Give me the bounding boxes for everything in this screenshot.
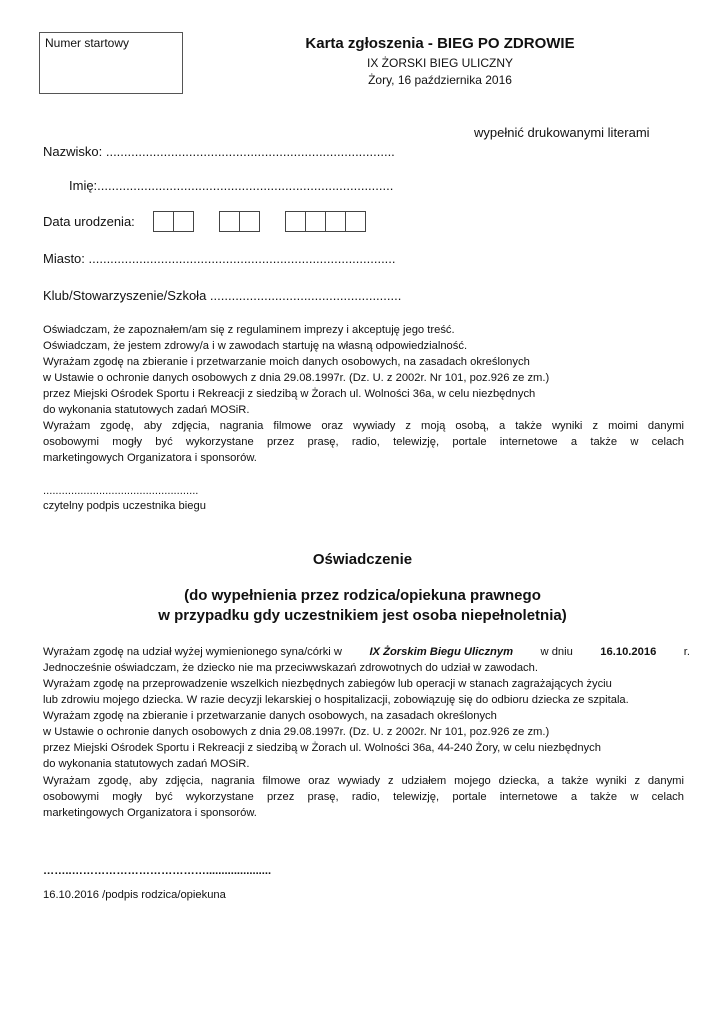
birth-day-boxes[interactable]	[153, 211, 193, 232]
print-instruction: wypełnić drukowanymi literami	[474, 125, 650, 140]
participant-signature-label: czytelny podpis uczestnika biegu	[43, 500, 206, 512]
city-field[interactable]: Miasto: .....................................................................................	[43, 251, 396, 266]
statement-subtitle: w przypadku gdy uczestnikiem jest osoba niepełnoletnia)	[158, 607, 567, 624]
consent-post: r.	[683, 646, 690, 658]
start-number-box[interactable]	[39, 32, 183, 94]
club-field[interactable]: Klub/Stowarzyszenie/Szkoła .....................................................	[43, 288, 402, 303]
date-digit-box[interactable]	[239, 211, 260, 232]
date-digit-box[interactable]	[285, 211, 306, 232]
declaration-line: przez Miejski Ośrodek Sportu i Rekreacji z siedzibą w Żorach ul. Wolności 36a, w celu niezbędnych	[43, 388, 536, 400]
date-digit-box[interactable]	[345, 211, 366, 232]
media-consent-line: Wyrażam zgodę, aby zdjęcia, nagrania filmowe oraz wywiady z moją osobą, a także wyniki z moimi danymi	[43, 420, 684, 432]
birth-month-boxes[interactable]	[219, 211, 259, 232]
statement-line: przez Miejski Ośrodek Sportu i Rekreacji z siedzibą w Żorach ul. Wolności 36a, 44-240 Żory, w celu niezbędnych	[43, 742, 601, 754]
statement-line: do wykonania statutowych zadań MOSiR.	[43, 758, 250, 770]
statement-line: Wyrażam zgodę na przeprowadzenie wszelkich niezbędnych zabiegów lub operacji w stanach zagrażających życiu	[43, 678, 612, 690]
declaration-line: do wykonania statutowych zadań MOSiR.	[43, 404, 250, 416]
guardian-consent-line	[43, 645, 690, 661]
event-place-date: Żory, 16 października 2016	[368, 73, 512, 87]
name-field[interactable]: Imię:..................................................................................	[69, 178, 394, 193]
birth-year-boxes[interactable]	[285, 211, 365, 232]
media-consent-line: marketingowych Organizatora i sponsorów.	[43, 452, 257, 464]
date-digit-box[interactable]	[219, 211, 240, 232]
event-name: IX ŻORSKI BIEG ULICZNY	[366, 56, 514, 70]
surname-field[interactable]: Nazwisko: ................................................................................	[43, 144, 395, 159]
date-digit-box[interactable]	[153, 211, 174, 232]
media-consent-line: osobowymi mogły być wykorzystane przez prasę, radio, telewizję, portale internetowe a także w celach	[43, 436, 684, 448]
declaration-line: Oświadczam, że zapoznałem/am się z regulaminem imprezy i akceptuję jego treść.	[43, 324, 455, 336]
consent-date: 16.10.2016	[600, 646, 657, 658]
declaration-line: Oświadczam, że jestem zdrowy/a i w zawodach startuję na własną odpowiedzialność.	[43, 340, 468, 352]
declaration-line: Wyrażam zgodę na zbieranie i przetwarzanie moich danych osobowych, na zasadach określonych	[43, 356, 530, 368]
statement-title: Oświadczenie	[312, 551, 413, 568]
consent-mid: w dniu	[540, 646, 573, 658]
date-digit-box[interactable]	[305, 211, 326, 232]
date-digit-box[interactable]	[325, 211, 346, 232]
birth-date-label: Data urodzenia:	[43, 214, 135, 229]
statement-subtitle: (do wypełnienia przez rodzica/opiekuna prawnego	[184, 587, 541, 604]
start-number-label: Numer startowy	[45, 36, 130, 50]
declaration-line: w Ustawie o ochronie danych osobowych z dnia 29.08.1997r. (Dz. U. z 2002r. Nr 101, poz.926 ze zm.)	[43, 372, 550, 384]
statement-line: Jednocześnie oświadczam, że dziecko nie ma przeciwwskazań zdrowotnych do udział w zawodach.	[43, 662, 538, 674]
consent-event: IX Żorskim Biegu Ulicznym	[369, 646, 514, 658]
statement-media-line: Wyrażam zgodę, aby zdjęcia, nagrania filmowe oraz wywiady z udziałem mojego dziecka, a także wyniki z danymi	[43, 775, 684, 787]
guardian-signature-line[interactable]: ……..……………………………….....................	[43, 865, 272, 877]
form-title: Karta zgłoszenia - BIEG PO ZDROWIE	[305, 35, 575, 52]
consent-pre: Wyrażam zgodę na udział wyżej wymienionego syna/córki w	[43, 646, 342, 658]
statement-line: w Ustawie o ochronie danych osobowych z dnia 29.08.1997r. (Dz. U. z 2002r. Nr 101, poz.926 ze zm.)	[43, 726, 550, 738]
participant-signature-line[interactable]: ..................................................	[43, 485, 199, 497]
statement-media-line: osobowymi mogły być wykorzystane przez prasę, radio, telewizję, portale internetowe a także w celach	[43, 791, 684, 803]
guardian-signature-label: 16.10.2016 /podpis rodzica/opiekuna	[43, 889, 226, 901]
date-digit-box[interactable]	[173, 211, 194, 232]
statement-line: Wyrażam zgodę na zbieranie i przetwarzanie danych osobowych, na zasadach określonych	[43, 710, 497, 722]
statement-media-line: marketingowych Organizatora i sponsorów.	[43, 807, 257, 819]
statement-line: lub zdrowiu mojego dziecka. W razie decyzji lekarskiej o hospitalizacji, zobowiązuję się do odbioru dziecka ze szpitala.	[43, 694, 629, 706]
